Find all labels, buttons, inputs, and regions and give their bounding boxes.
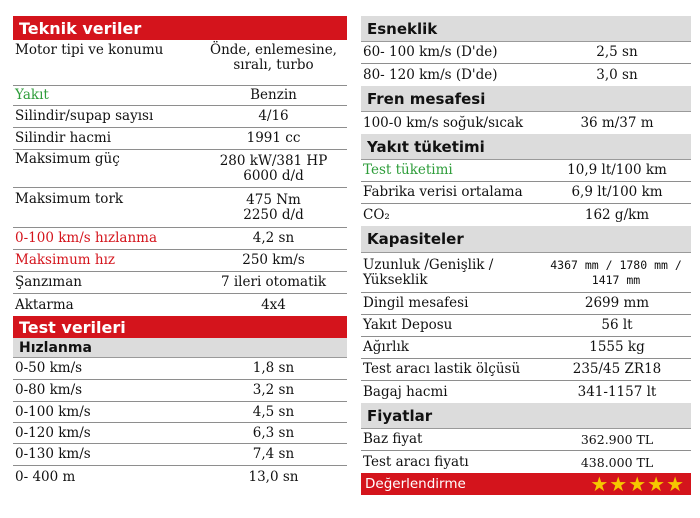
row-value: 341-1157 lt	[577, 383, 657, 400]
row-label: 0- 400 m	[15, 468, 76, 485]
row-label: Maksimum hız	[15, 252, 116, 268]
row-value: 4,2 sn	[252, 230, 295, 246]
row-label: Ağırlık	[363, 339, 409, 355]
row-value: 6,3 sn	[252, 424, 295, 441]
row-label: 80- 120 km/s (D'de)	[363, 66, 498, 83]
right-column	[361, 16, 691, 495]
row-value: 235/45 ZR18	[572, 361, 662, 377]
row-label: Maksimum tork	[15, 191, 124, 207]
row-label: Maksimum güç	[15, 151, 120, 167]
table-row	[13, 423, 347, 444]
table-row	[361, 42, 691, 64]
row-label: Şanzıman	[15, 274, 82, 290]
section-header-test: Test verileri	[13, 316, 347, 338]
row-value: 250 km/s	[242, 252, 305, 268]
row-value: 4367 mm / 1780 mm / 1417 mm	[550, 257, 682, 287]
section-header-fren: Fren mesafesi	[361, 86, 691, 112]
table-row	[13, 402, 347, 423]
table-row	[13, 380, 347, 402]
row-label: Motor tipi ve konumu	[15, 42, 164, 58]
row-label: 0-100 km/s	[15, 403, 91, 420]
table-row	[13, 40, 347, 86]
row-value: Önde, enlemesine, sıralı, turbo	[210, 42, 337, 73]
section-header-teknik: Teknik veriler	[13, 16, 347, 40]
row-label: Silindir hacmi	[15, 130, 112, 146]
rating-label: Değerlendirme	[365, 476, 466, 492]
table-row	[13, 150, 347, 188]
row-label: Silindir/supap sayısı	[15, 108, 154, 124]
table-row	[13, 272, 347, 294]
row-label: Yakıt Deposu	[363, 317, 453, 333]
row-label: 0-120 km/s	[15, 424, 91, 441]
section-header-esneklik: Esneklik	[361, 16, 691, 42]
row-value: 1991 cc	[246, 130, 301, 146]
table-row	[13, 444, 347, 466]
table-row	[361, 451, 691, 473]
row-value: 162 g/km	[584, 206, 650, 223]
table-row	[361, 160, 691, 182]
table-row	[13, 128, 347, 150]
row-label: 60- 100 km/s (D'de)	[363, 44, 498, 60]
row-label: Test aracı lastik ölçüsü	[363, 361, 521, 377]
table-row	[361, 429, 691, 451]
table-row	[361, 112, 691, 134]
table-row	[361, 204, 691, 226]
row-value: 1555 kg	[589, 339, 645, 355]
row-value: Benzin	[250, 87, 297, 103]
row-value: 475 Nm 2250 d/d	[243, 191, 304, 223]
row-value: 280 kW/381 HP 6000 d/d	[219, 152, 328, 184]
row-value: 4/16	[258, 108, 289, 124]
row-value: 362.900 TL	[580, 432, 654, 447]
row-value: 3,0 sn	[596, 66, 638, 83]
row-value: 36 m/37 m	[580, 114, 654, 131]
table-row	[361, 182, 691, 204]
table-row	[13, 294, 347, 316]
table-row	[361, 64, 691, 86]
row-value: 3,2 sn	[252, 382, 295, 398]
section-header-kapasiteler: Kapasiteler	[361, 226, 691, 253]
table-row	[13, 106, 347, 128]
row-value: 7 ileri otomatik	[220, 274, 327, 290]
table-row	[13, 228, 347, 250]
row-label: 0-130 km/s	[15, 446, 91, 462]
table-row	[13, 188, 347, 228]
row-label: 0-100 km/s hızlanma	[15, 230, 157, 246]
row-label: Yakıt	[15, 87, 49, 103]
row-value: 1,8 sn	[252, 360, 295, 376]
row-value: 2,5 sn	[596, 44, 638, 60]
table-row	[13, 250, 347, 272]
row-value: 10,9 lt/100 km	[567, 162, 667, 178]
rating-row	[361, 473, 691, 495]
row-label: Aktarma	[15, 296, 74, 313]
row-value: 438.000 TL	[580, 454, 654, 470]
subsection-header-hizlanma: Hızlanma	[13, 338, 347, 358]
left-column	[13, 16, 347, 488]
row-value: 56 lt	[601, 317, 633, 333]
row-label: Test aracı fiyatı	[363, 453, 469, 470]
row-label: Fabrika verisi ortalama	[363, 184, 523, 200]
row-label: 100-0 km/s soğuk/sıcak	[363, 114, 524, 131]
row-value: 7,4 sn	[252, 446, 295, 462]
row-label: CO₂	[363, 206, 390, 223]
row-label: Baz fiyat	[363, 431, 423, 447]
star-rating-icon: ★★★★★	[590, 472, 685, 496]
row-label: Test tüketimi	[363, 162, 453, 178]
row-value: 13,0 sn	[248, 468, 299, 485]
table-row	[13, 86, 347, 106]
table-row	[361, 315, 691, 337]
table-row	[361, 293, 691, 315]
row-label: Uzunluk /Genişlik / Yükseklik	[363, 256, 494, 288]
table-row	[361, 253, 691, 293]
row-value: 6,9 lt/100 km	[571, 184, 663, 200]
section-header-fiyatlar: Fiyatlar	[361, 403, 691, 429]
table-row	[13, 358, 347, 380]
table-row	[13, 466, 347, 488]
table-row	[361, 359, 691, 381]
row-label: Bagaj hacmi	[363, 383, 448, 400]
row-value: 4x4	[261, 296, 286, 313]
table-row	[361, 381, 691, 403]
row-value: 2699 mm	[584, 295, 650, 311]
table-row	[361, 337, 691, 359]
section-header-yakit: Yakıt tüketimi	[361, 134, 691, 160]
row-label: 0-50 km/s	[15, 360, 83, 376]
row-value: 4,5 sn	[252, 403, 295, 420]
row-label: Dingil mesafesi	[363, 295, 469, 311]
row-label: 0-80 km/s	[15, 382, 83, 398]
